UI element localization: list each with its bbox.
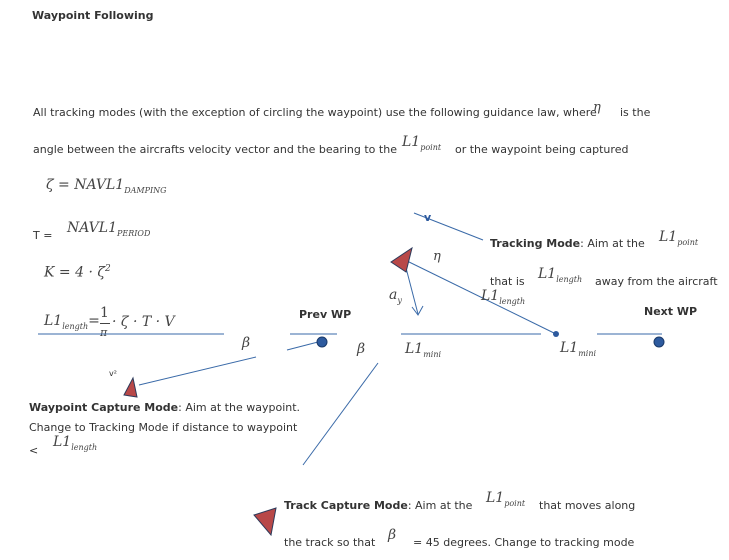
l1-fraction-numerator: 1 bbox=[100, 305, 109, 321]
l1-point-symbol: $L1_{point}$ bbox=[402, 134, 442, 152]
beta-left-symbol: β bbox=[242, 335, 251, 351]
k-equation: $K = 4 \cdot \zeta^2$ bbox=[44, 264, 111, 281]
waypoint-capture-lt: < bbox=[29, 444, 39, 457]
aircraft-tracking-icon bbox=[391, 248, 412, 272]
track-capture-line-1-tail: that moves along bbox=[539, 499, 636, 512]
prev-wp-bearing-line bbox=[287, 342, 318, 350]
next-waypoint-marker bbox=[654, 337, 664, 347]
intro-line-2: angle between the aircrafts velocity vector and the bearing to the bbox=[33, 143, 397, 156]
intro-line-2-tail: or the waypoint being captured bbox=[455, 143, 629, 156]
track-capture-line bbox=[303, 363, 378, 465]
track-capture-line-2: the track so that bbox=[284, 536, 376, 549]
l1-rhs: · ζ · T · V bbox=[112, 314, 175, 330]
ay-symbol: $a_y$ bbox=[389, 287, 402, 305]
t-equation: $NAVL1_{PERIOD}$ bbox=[67, 220, 151, 238]
intro-line-1-tail: is the bbox=[620, 106, 651, 119]
eta-symbol: η bbox=[593, 100, 601, 115]
eta-diagram-symbol: η bbox=[433, 249, 441, 264]
l1-fraction-denominator: π bbox=[100, 326, 108, 339]
intro-line-1: All tracking modes (with the exception of circling the waypoint) use the following guidance law, where bbox=[33, 106, 597, 119]
prev-wp-label: Prev WP bbox=[299, 308, 352, 321]
velocity-label: v bbox=[424, 211, 432, 224]
aircraft-track-capture-icon bbox=[254, 508, 276, 535]
l1-point-marker bbox=[553, 331, 559, 337]
beta-mid-symbol: β bbox=[357, 341, 366, 357]
zeta-equation: $\zeta = NAVL1_{DAMPING}$ bbox=[46, 177, 167, 195]
tracking-mode-line-2: that is bbox=[490, 275, 525, 288]
tracking-l1-length-symbol: $L1_{length}$ bbox=[538, 266, 583, 284]
l1-min-left-symbol: $L1_{mini}$ bbox=[405, 341, 442, 359]
page-title: Waypoint Following bbox=[32, 9, 154, 22]
tracking-l1-point-symbol: $L1_{point}$ bbox=[659, 229, 699, 247]
tracking-mode-line-1: Tracking Mode: Aim at the bbox=[490, 237, 645, 250]
capture-bearing-line bbox=[139, 357, 256, 385]
prev-waypoint-marker bbox=[317, 337, 327, 347]
track-capture-l1-point-symbol: $L1_{point}$ bbox=[486, 490, 526, 508]
next-wp-label: Next WP bbox=[644, 305, 698, 318]
tracking-mode-line-2-tail: away from the aircraft bbox=[595, 275, 718, 288]
l1-length-diagram-symbol: $L1_{length}$ bbox=[481, 288, 526, 306]
track-capture-line-1: Track Capture Mode: Aim at the bbox=[284, 499, 473, 512]
t-label: T = bbox=[33, 229, 53, 242]
l1-min-right-symbol: $L1_{mini}$ bbox=[560, 340, 597, 358]
lateral-accel-arrow bbox=[405, 264, 418, 314]
v-squared-label: v² bbox=[109, 369, 117, 378]
waypoint-capture-line-2: Change to Tracking Mode if distance to waypoint bbox=[29, 421, 298, 434]
track-capture-beta-symbol: β bbox=[388, 527, 397, 543]
track-capture-line-2-tail: = 45 degrees. Change to tracking mode bbox=[413, 536, 635, 549]
l1-length-equation: $L1_{length}=$ bbox=[44, 313, 100, 331]
waypoint-capture-line-1: Waypoint Capture Mode: Aim at the waypoint. bbox=[29, 401, 301, 414]
aircraft-waypoint-capture-icon bbox=[124, 378, 137, 397]
waypoint-capture-l1-length-symbol: $L1_{length}$ bbox=[53, 434, 98, 452]
